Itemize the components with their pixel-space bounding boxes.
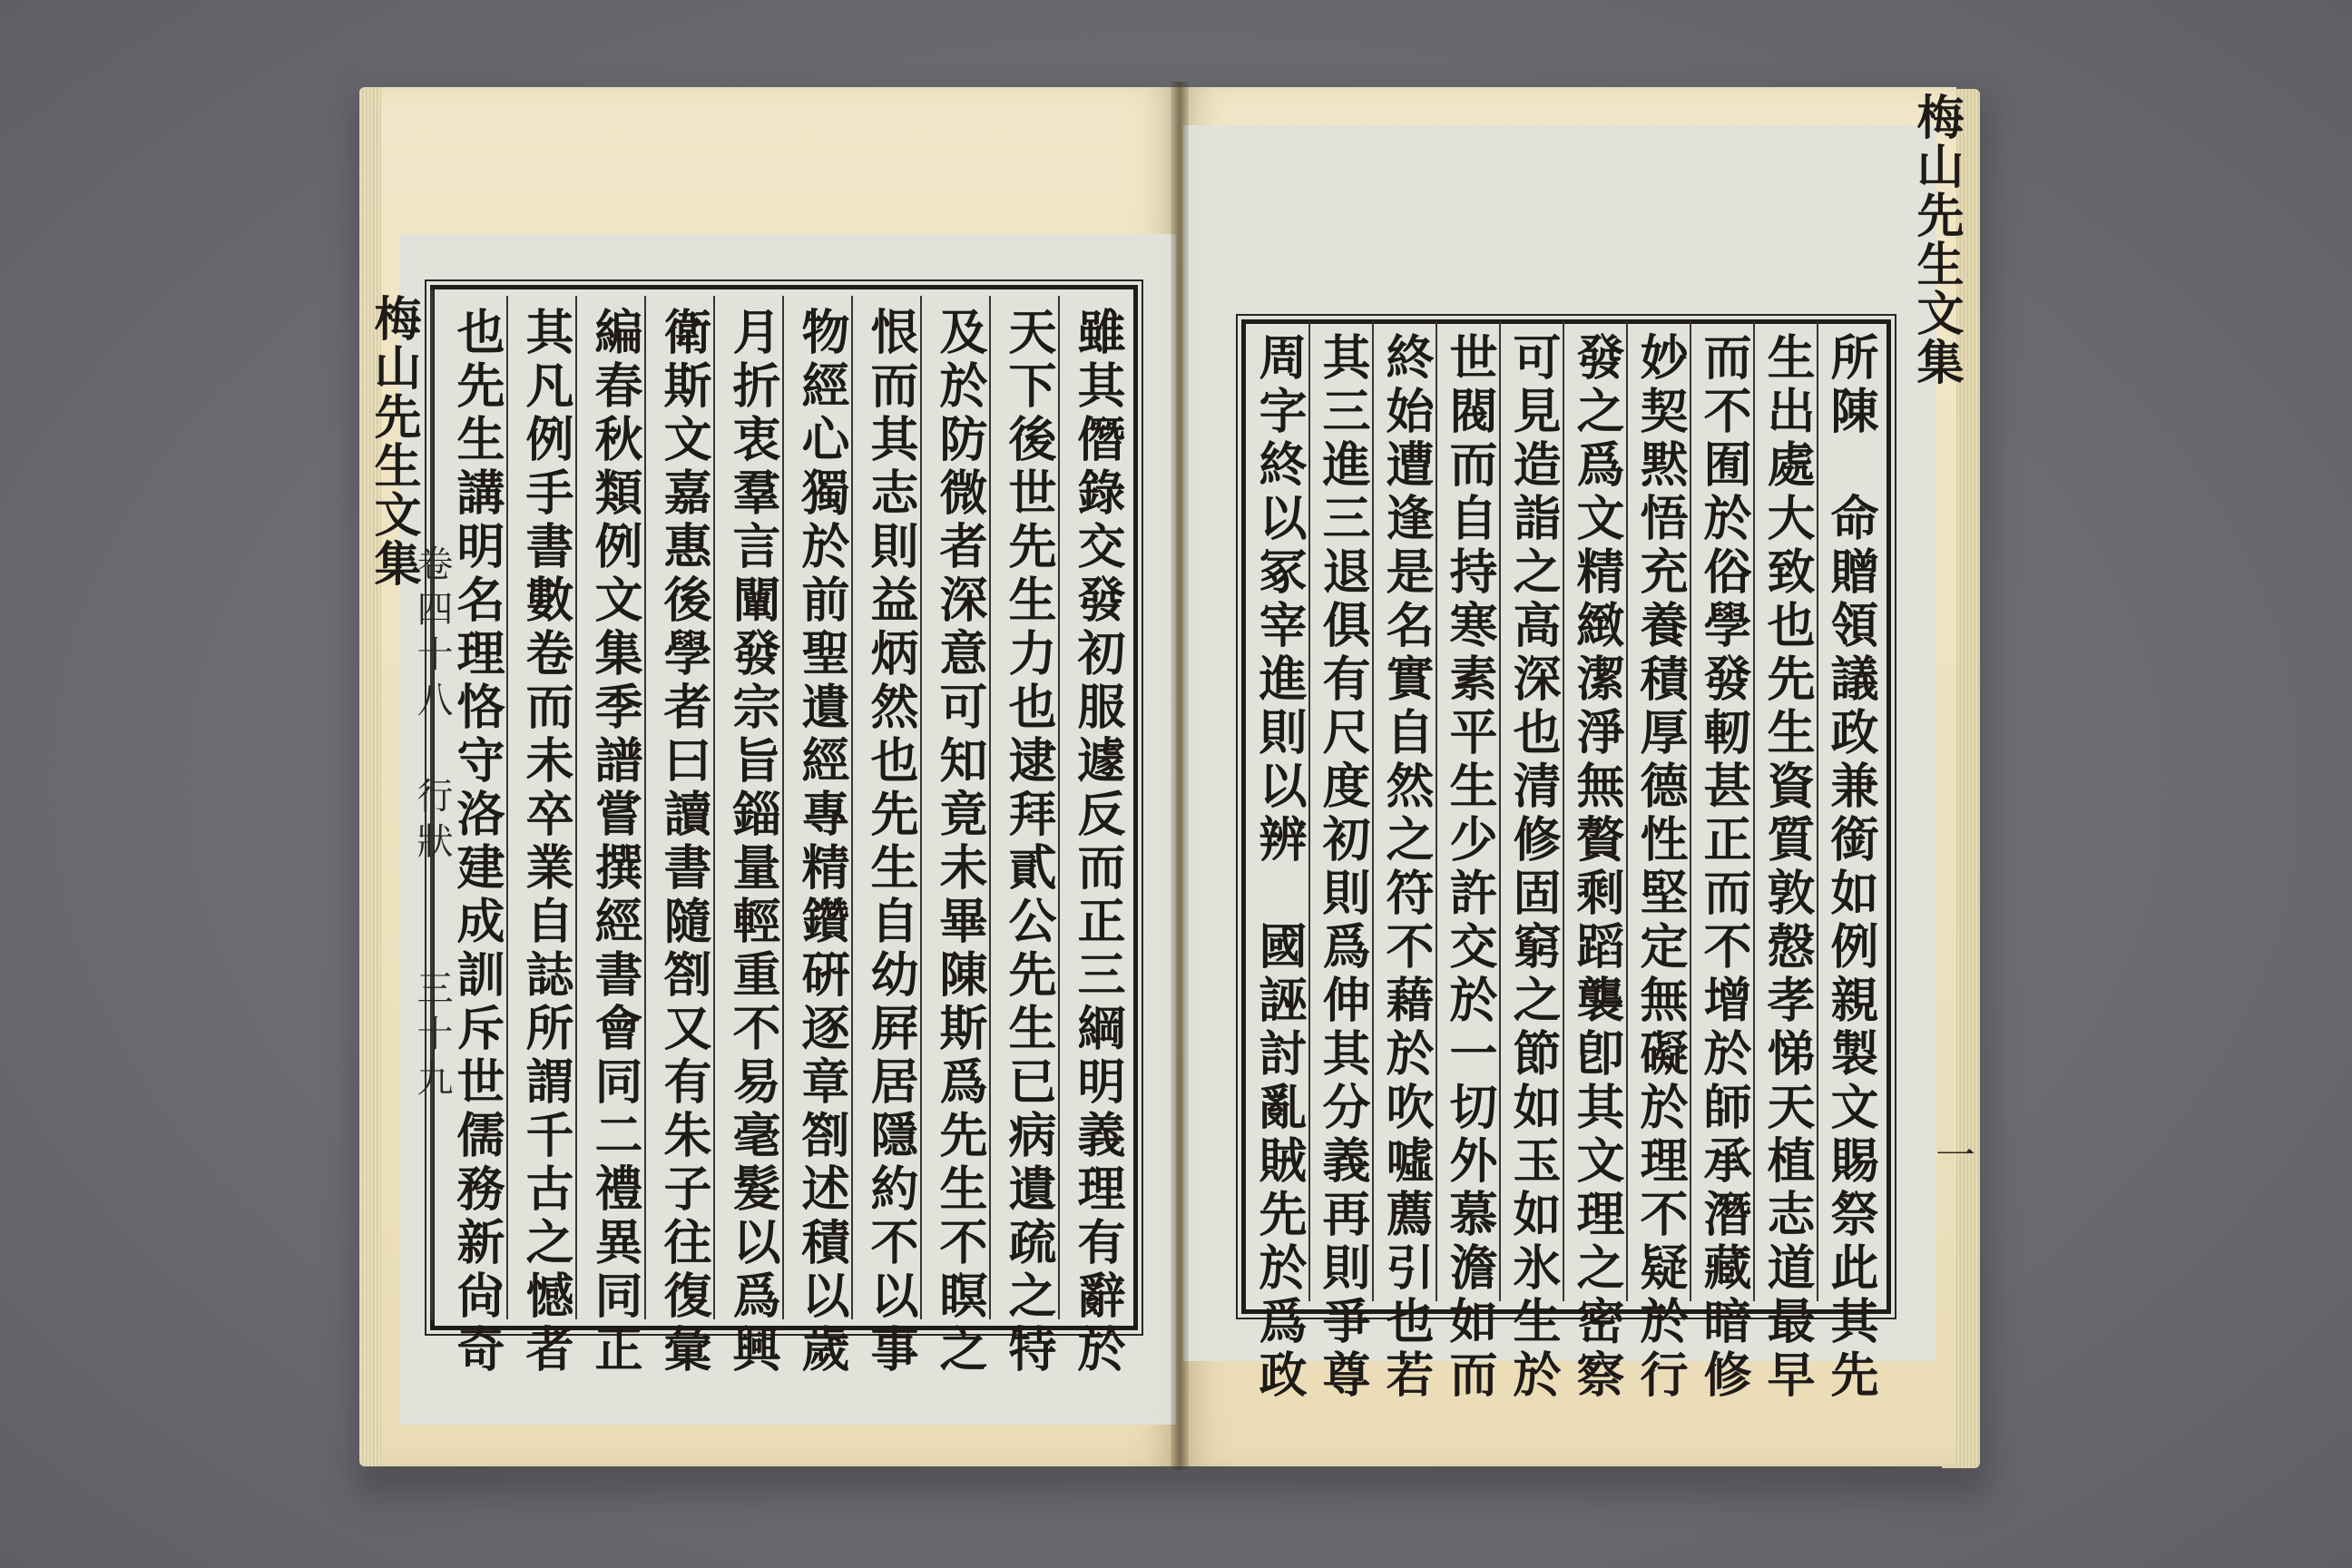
column-rule (713, 296, 715, 1319)
text-column: 其三進三退俱有尺度初則爲伸其分義再則爭尊 (1315, 332, 1371, 1403)
column-rule (1563, 321, 1564, 1301)
text-column: 雖其僭錄交發初服遽反而正三綱明義理有辭於 (1070, 307, 1126, 1377)
text-column: 月折衷羣言闡發宗旨錙量輕重不易毫髮以爲興 (725, 307, 781, 1377)
text-column: 發之爲文精緻潔淨無贅剩蹈襲卽其文理之密察 (1569, 332, 1625, 1403)
left-banxin-title: 梅山先生文集 (366, 294, 421, 588)
column-rule (575, 296, 577, 1319)
left-banxin-page-number: 三十九 (411, 969, 453, 1105)
column-rule (506, 296, 508, 1319)
column-rule (1817, 321, 1818, 1301)
text-column: 其凡例手書數卷而未卒業自誌所謂千古之憾者 (518, 307, 574, 1377)
column-rule (1753, 321, 1755, 1301)
text-column: 天下後世先生力也逮拜貳公先生已病遺疏之特 (1001, 307, 1057, 1377)
column-rule (1058, 296, 1060, 1319)
text-column: 終始遭逢是名實自然之符不藉於吹噓薦引也若 (1378, 332, 1435, 1403)
column-rule (920, 296, 922, 1319)
column-rule (1690, 321, 1691, 1301)
left-banxin-section: 行狀 (411, 777, 453, 867)
column-rule (1372, 321, 1374, 1301)
text-column: 及於防微者深意可知竟未畢陳斯爲先生不瞑之 (932, 307, 988, 1377)
text-column: 妙契黙悟充養積厚德性堅定無礙於理不疑於行 (1632, 332, 1689, 1403)
column-rule (1499, 321, 1501, 1301)
column-rule (851, 296, 853, 1319)
text-column: 可見造詣之高深也清修固窮之節如玉如氷生於 (1505, 332, 1562, 1403)
right-banxin-title: 梅山先生文集 (1908, 93, 1964, 387)
text-column: 所陳 命贈領議政兼銜如例親製文賜祭此其先 (1823, 332, 1879, 1403)
text-column: 衛斯文嘉惠後學者曰讀書隨劄又有朱子往復彙 (656, 307, 712, 1377)
text-column: 世閥而自持寒素平生少許交於一切外慕澹如而 (1442, 332, 1498, 1403)
column-rule (989, 296, 991, 1319)
column-rule (1626, 321, 1628, 1301)
column-rule (782, 296, 784, 1319)
text-column: 也先生講明名理恪守洛建成訓斥世儒務新尙奇 (449, 307, 505, 1377)
column-rule (644, 296, 646, 1319)
book-gutter (1171, 82, 1189, 1470)
column-rule (1308, 321, 1310, 1301)
text-column: 編春秋類例文集季譜嘗撰經書會同二禮異同正 (587, 307, 643, 1377)
text-column: 周字終以冢宰進則以辨 國誣討亂賊先於爲政 (1251, 332, 1308, 1403)
left-banxin-volume: 卷四十八 (411, 544, 453, 726)
right-banxin-page-mark: 一 (1928, 1134, 1975, 1183)
text-column: 物經心獨於前聖遺經專精鑽硏逐章劄述積以歲 (794, 307, 850, 1377)
column-rule (1436, 321, 1437, 1301)
text-column: 而不囿於俗學發軔甚正而不增於師承潛藏暗修 (1696, 332, 1752, 1403)
text-column: 恨而其志則益炳然也先生自幼屛居隱約不以事 (863, 307, 919, 1377)
text-column: 生出處大致也先生資質敦慤孝悌天植志道最早 (1759, 332, 1816, 1403)
